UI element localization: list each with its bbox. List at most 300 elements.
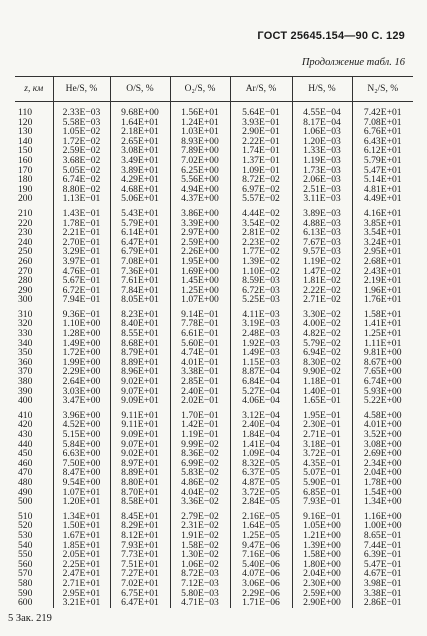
cell-he: 5.84E+00: [53, 440, 110, 450]
cell-o2: 6.99E−02: [170, 459, 230, 469]
table-row: [15, 146, 413, 156]
cell-o: 7.08E+01: [110, 257, 170, 267]
cell-o2: 7.89E+00: [170, 146, 230, 156]
cell-he: 2.95E+01: [53, 589, 110, 599]
cell-ar: 1.49E−03: [230, 348, 292, 358]
cell-he: 9.54E+00: [53, 478, 110, 488]
cell-ar: 4.44E−02: [230, 204, 292, 219]
cell-h: 1.05E+00: [292, 521, 352, 531]
header-h: H/S, %: [292, 77, 352, 102]
cell-he: 2.71E+01: [53, 579, 110, 589]
table-row: [15, 329, 413, 339]
cell-h: 2.51E−03: [292, 185, 352, 195]
table-row: [15, 204, 413, 219]
cell-altitude: 460: [15, 459, 53, 469]
cell-ar: 1.10E−02: [230, 267, 292, 277]
cell-o: 9.68E+00: [110, 102, 170, 118]
cell-h: 1.19E−03: [292, 156, 352, 166]
cell-ar: 3.19E−03: [230, 319, 292, 329]
table-row: [15, 319, 413, 329]
header-he: He/S, %: [53, 77, 110, 102]
cell-n2: 6.43E+01: [363, 136, 402, 147]
cell-o2: 1.45E+00: [170, 276, 230, 286]
header-ar: Ar/S, %: [230, 77, 292, 102]
cell-ar: 3.54E−02: [230, 219, 292, 229]
cell-n2: 5.47E+01: [363, 165, 402, 176]
cell-h: 6.94E−02: [292, 348, 352, 358]
cell-h: 5.79E−02: [292, 339, 352, 349]
table-row: [15, 377, 413, 387]
cell-n2: 1.16E+00: [363, 510, 402, 522]
cell-he: 3.29E−01: [53, 247, 110, 257]
page-header: ГОСТ 25645.154—90 С. 129: [257, 30, 405, 42]
cell-altitude: 270: [15, 267, 53, 277]
table-row: [15, 430, 413, 440]
table-row: [15, 286, 413, 296]
cell-n2: 4.49E+01: [363, 194, 402, 204]
cell-ar: 1.77E−02: [230, 247, 292, 257]
cell-n2: 5.93E+00: [363, 386, 402, 397]
table-row: [15, 247, 413, 257]
header-o: O/S, %: [110, 77, 170, 102]
table-row: [15, 175, 413, 185]
cell-o2: 1.91E−02: [170, 531, 230, 541]
cell-ar: 5.64E−01: [230, 102, 292, 118]
cell-h: 1.95E−01: [292, 406, 352, 421]
cell-altitude: 160: [15, 156, 53, 166]
cell-ar: 2.23E−02: [230, 238, 292, 248]
cell-o: 9.07E+01: [110, 387, 170, 397]
cell-ar: 5.40E−06: [230, 560, 292, 570]
cell-o2: 3.36E−02: [170, 497, 230, 507]
cell-altitude: 550: [15, 550, 53, 560]
cell-o: 3.08E+01: [110, 146, 170, 156]
cell-h: 5.07E−01: [292, 468, 352, 478]
cell-n2: 8.65E−01: [363, 530, 402, 541]
cell-h: 1.18E−01: [292, 377, 352, 387]
cell-o2: 1.25E+00: [170, 286, 230, 296]
cell-ar: 4.11E−03: [230, 305, 292, 320]
cell-o2: 2.97E+00: [170, 228, 230, 238]
cell-n2: 6.74E+00: [363, 377, 402, 387]
cell-o: 8.23E+01: [110, 305, 170, 320]
cell-o: 8.97E+01: [110, 459, 170, 469]
cell-h: 2.30E−01: [292, 420, 352, 430]
cell-n2: 1.78E+00: [363, 477, 402, 488]
cell-o2: 2.59E+00: [170, 238, 230, 248]
cell-ar: 1.74E−01: [230, 146, 292, 156]
table-row: [15, 440, 413, 450]
table-row: [15, 531, 413, 541]
cell-ar: 2.48E−03: [230, 329, 292, 339]
cell-o: 1.64E+01: [110, 118, 170, 128]
cell-altitude: 600: [15, 598, 53, 608]
cell-h: 2.59E+00: [292, 589, 352, 599]
cell-he: 2.05E+01: [53, 550, 110, 560]
cell-o: 6.47E+01: [110, 238, 170, 248]
cell-altitude: 360: [15, 358, 53, 368]
cell-he: 2.70E−01: [53, 238, 110, 248]
cell-he: 3.97E−01: [53, 257, 110, 267]
cell-he: 1.78E−01: [53, 219, 110, 229]
cell-he: 1.34E+01: [53, 507, 110, 522]
cell-n2: 3.52E+00: [363, 430, 402, 440]
cell-n2: 2.68E+01: [363, 256, 402, 267]
cell-he: 3.03E+00: [53, 387, 110, 397]
cell-o2: 1.07E+00: [170, 295, 230, 305]
cell-altitude: 260: [15, 257, 53, 267]
cell-o2: 5.60E−01: [170, 339, 230, 349]
cell-altitude: 190: [15, 185, 53, 195]
table-row: [15, 406, 413, 421]
cell-altitude: 200: [15, 194, 53, 204]
cell-h: 3.11E−03: [292, 194, 352, 204]
cell-he: 1.50E+01: [53, 521, 110, 531]
cell-o2: 7.02E+00: [170, 156, 230, 166]
cell-o: 8.80E+01: [110, 478, 170, 488]
cell-h: 2.06E−03: [292, 175, 352, 185]
cell-ar: 3.72E−05: [230, 488, 292, 498]
cell-n2: 2.69E+00: [363, 449, 402, 459]
table-row: [15, 166, 413, 176]
cell-h: 1.58E+00: [292, 550, 352, 560]
cell-o2: 4.94E+00: [170, 185, 230, 195]
table-row: [15, 185, 413, 195]
table-row: [15, 348, 413, 358]
table-row: [15, 507, 413, 522]
cell-altitude: 470: [15, 468, 53, 478]
cell-o2: 2.02E−01: [170, 396, 230, 406]
cell-o2: 3.86E+00: [170, 204, 230, 219]
cell-altitude: 300: [15, 295, 53, 305]
cell-o2: 1.58E−02: [170, 541, 230, 551]
cell-altitude: 330: [15, 329, 53, 339]
cell-altitude: 400: [15, 396, 53, 406]
composition-table: [15, 76, 413, 608]
cell-o2: 1.30E−02: [170, 550, 230, 560]
cell-ar: 1.25E−05: [230, 531, 292, 541]
cell-n2: 5.14E+01: [363, 175, 402, 185]
cell-o2: 1.19E−01: [170, 430, 230, 440]
cell-o: 8.29E+01: [110, 521, 170, 531]
cell-altitude: 370: [15, 367, 53, 377]
cell-he: 1.67E+01: [53, 531, 110, 541]
cell-o2: 6.61E−01: [170, 329, 230, 339]
cell-o: 2.65E+01: [110, 137, 170, 147]
cell-o2: 6.25E+00: [170, 166, 230, 176]
cell-altitude: 120: [15, 118, 53, 128]
cell-n2: 1.34E+00: [363, 497, 402, 507]
cell-he: 7.50E+00: [53, 459, 110, 469]
cell-o: 8.89E+01: [110, 468, 170, 478]
cell-h: 1.33E−03: [292, 146, 352, 156]
cell-o: 8.05E+01: [110, 295, 170, 305]
table-row: [15, 459, 413, 469]
cell-n2: 7.44E−01: [363, 540, 402, 551]
cell-altitude: 320: [15, 319, 53, 329]
cell-altitude: 490: [15, 488, 53, 498]
cell-n2: 7.65E+00: [363, 367, 402, 378]
table-row: [15, 276, 413, 286]
cell-n2: 5.79E+01: [363, 155, 402, 166]
table-row: [15, 367, 413, 377]
cell-h: 1.39E+00: [292, 541, 352, 551]
cell-o2: 1.70E−01: [170, 406, 230, 421]
cell-he: 1.99E+00: [53, 358, 110, 368]
cell-o: 7.36E+01: [110, 267, 170, 277]
cell-he: 7.94E−01: [53, 295, 110, 305]
cell-he: 6.74E−02: [53, 175, 110, 185]
cell-o2: 8.72E−03: [170, 569, 230, 579]
table-row: [15, 449, 413, 459]
cell-h: 2.71E−01: [292, 430, 352, 440]
table-row: [15, 396, 413, 406]
cell-ar: 8.32E−05: [230, 459, 292, 469]
cell-o: 8.89E+01: [110, 358, 170, 368]
table-row: [15, 550, 413, 560]
cell-n2: 7.08E+01: [363, 117, 402, 128]
cell-he: 6.63E+00: [53, 449, 110, 459]
cell-o2: 4.01E−01: [170, 358, 230, 368]
cell-ar: 5.25E−03: [230, 295, 292, 305]
cell-o: 9.09E+01: [110, 396, 170, 406]
cell-n2: 1.76E+01: [363, 295, 402, 305]
cell-altitude: 180: [15, 175, 53, 185]
cell-he: 3.21E+01: [53, 598, 110, 608]
cell-o2: 8.36E−02: [170, 449, 230, 459]
cell-o2: 4.04E−02: [170, 488, 230, 498]
cell-ar: 2.22E−01: [230, 137, 292, 147]
cell-altitude: 240: [15, 238, 53, 248]
cell-he: 2.64E+00: [53, 377, 110, 387]
cell-h: 6.85E−01: [292, 488, 352, 498]
cell-o2: 4.71E−03: [170, 598, 230, 608]
cell-n2: 4.16E+01: [363, 207, 402, 219]
cell-ar: 1.71E−06: [230, 598, 292, 608]
cell-he: 1.72E+00: [53, 348, 110, 358]
cell-he: 2.25E+01: [53, 560, 110, 570]
cell-o: 7.51E+01: [110, 560, 170, 570]
cell-altitude: 480: [15, 478, 53, 488]
table-row: [15, 488, 413, 498]
cell-altitude: 440: [15, 440, 53, 450]
cell-o: 8.40E+01: [110, 319, 170, 329]
cell-h: 1.80E+00: [292, 560, 352, 570]
cell-h: 3.72E−01: [292, 449, 352, 459]
cell-n2: 3.08E+00: [363, 439, 402, 450]
header-altitude: z, км: [15, 77, 53, 102]
cell-altitude: 380: [15, 377, 53, 387]
table-row: [15, 387, 413, 397]
cell-h: 2.04E+00: [292, 569, 352, 579]
table-row: [15, 497, 413, 507]
cell-altitude: 290: [15, 286, 53, 296]
cell-o: 6.14E+01: [110, 228, 170, 238]
cell-altitude: 570: [15, 569, 53, 579]
cell-altitude: 520: [15, 521, 53, 531]
table-row: [15, 137, 413, 147]
cell-ar: 5.57E−02: [230, 194, 292, 204]
cell-h: 2.90E+00: [292, 598, 352, 608]
cell-ar: 1.84E−04: [230, 430, 292, 440]
cell-n2: 9.81E+00: [363, 348, 402, 358]
cell-ar: 7.16E−06: [230, 550, 292, 560]
cell-n2: 2.43E+01: [363, 266, 402, 277]
cell-altitude: 590: [15, 589, 53, 599]
cell-altitude: 250: [15, 247, 53, 257]
cell-o2: 3.38E−01: [170, 367, 230, 377]
cell-o: 7.73E+01: [110, 550, 170, 560]
cell-o: 6.75E+01: [110, 589, 170, 599]
cell-o: 6.47E+01: [110, 598, 170, 608]
cell-o2: 5.83E−02: [170, 468, 230, 478]
cell-n2: 2.95E+01: [363, 247, 402, 257]
table-row: [15, 579, 413, 589]
cell-ar: 2.40E−04: [230, 420, 292, 430]
cell-o: 9.11E+01: [110, 406, 170, 421]
cell-he: 1.85E+01: [53, 541, 110, 551]
cell-ar: 1.37E−01: [230, 156, 292, 166]
cell-n2: 2.86E−01: [363, 598, 402, 608]
table-row: [15, 598, 413, 608]
cell-h: 8.30E−02: [292, 358, 352, 368]
table-body: [15, 102, 413, 608]
cell-ar: 1.41E−04: [230, 440, 292, 450]
cell-n2: 6.76E+01: [363, 127, 402, 137]
cell-he: 3.68E−02: [53, 156, 110, 166]
table-row: [15, 420, 413, 430]
cell-he: 2.59E−02: [53, 146, 110, 156]
cell-ar: 1.39E−02: [230, 257, 292, 267]
table-row: [15, 219, 413, 229]
cell-n2: 1.58E+01: [363, 308, 402, 320]
cell-o: 7.93E+01: [110, 541, 170, 551]
cell-n2: 5.22E+00: [363, 396, 402, 406]
cell-he: 9.36E−01: [53, 305, 110, 320]
cell-o: 3.49E+01: [110, 156, 170, 166]
cell-h: 7.67E−03: [292, 238, 352, 248]
cell-h: 1.20E−03: [292, 137, 352, 147]
cell-altitude: 510: [15, 507, 53, 522]
table-row: [15, 339, 413, 349]
cell-altitude: 130: [15, 127, 53, 137]
cell-he: 2.21E−01: [53, 228, 110, 238]
table-row: [15, 238, 413, 248]
cell-o: 8.55E+01: [110, 329, 170, 339]
cell-n2: 1.11E+01: [364, 338, 402, 349]
cell-ar: 1.09E−04: [230, 449, 292, 459]
cell-altitude: 450: [15, 449, 53, 459]
table-row: [15, 295, 413, 305]
table-row: [15, 569, 413, 579]
cell-h: 4.00E−02: [292, 319, 352, 329]
cell-ar: 2.29E−06: [230, 589, 292, 599]
cell-ar: 4.07E−06: [230, 569, 292, 579]
cell-o2: 4.37E+00: [170, 194, 230, 204]
cell-o: 8.68E+01: [110, 339, 170, 349]
cell-n2: 6.12E+01: [363, 146, 402, 156]
cell-n2: 4.01E+00: [363, 420, 402, 430]
cell-ar: 2.16E−05: [230, 507, 292, 522]
table-row: [15, 589, 413, 599]
cell-he: 1.07E+01: [53, 488, 110, 498]
cell-o: 9.02E+01: [110, 377, 170, 387]
cell-ar: 4.06E−04: [230, 396, 292, 406]
cell-he: 3.96E+00: [53, 406, 110, 421]
cell-ar: 1.15E−03: [230, 358, 292, 368]
cell-h: 4.88E−03: [292, 219, 352, 229]
cell-o: 9.07E+01: [110, 440, 170, 450]
cell-altitude: 420: [15, 420, 53, 430]
cell-h: 4.35E−01: [292, 459, 352, 469]
cell-o: 5.79E+01: [110, 219, 170, 229]
cell-he: 1.43E−01: [53, 204, 110, 219]
cell-he: 8.47E+00: [53, 468, 110, 478]
cell-h: 3.18E−01: [292, 440, 352, 450]
cell-o: 8.79E+01: [110, 348, 170, 358]
cell-o2: 1.56E+01: [170, 102, 230, 118]
cell-o: 4.68E+01: [110, 185, 170, 195]
table-row: [15, 228, 413, 238]
cell-o: 9.09E+01: [110, 430, 170, 440]
cell-h: 1.73E−03: [292, 166, 352, 176]
table-row: [15, 102, 413, 118]
cell-o2: 2.85E−01: [170, 377, 230, 387]
cell-h: 4.82E−02: [292, 329, 352, 339]
cell-ar: 5.27E−04: [230, 387, 292, 397]
cell-o: 7.61E+01: [110, 276, 170, 286]
cell-ar: 9.47E−06: [230, 541, 292, 551]
cell-o2: 2.26E+00: [170, 247, 230, 257]
cell-altitude: 560: [15, 560, 53, 570]
cell-he: 4.76E−01: [53, 267, 110, 277]
cell-n2: 3.54E+01: [363, 228, 402, 238]
cell-o2: 1.03E+01: [170, 127, 230, 137]
cell-ar: 8.59E−03: [230, 276, 292, 286]
cell-n2: 7.42E+01: [363, 107, 402, 118]
cell-n2: 2.19E+01: [363, 276, 402, 286]
cell-he: 1.49E+00: [53, 339, 110, 349]
cell-ar: 3.93E−01: [230, 118, 292, 128]
cell-altitude: 580: [15, 579, 53, 589]
cell-altitude: 390: [15, 387, 53, 397]
cell-n2: 4.58E+00: [363, 409, 402, 421]
cell-ar: 2.90E−01: [230, 127, 292, 137]
cell-n2: 6.39E−01: [363, 550, 402, 560]
cell-he: 8.80E−02: [53, 185, 110, 195]
cell-n2: 4.81E+01: [363, 184, 402, 195]
cell-h: 3.89E−03: [292, 204, 352, 219]
cell-h: 4.55E−04: [292, 102, 352, 118]
cell-o2: 1.24E+01: [170, 118, 230, 128]
cell-altitude: 170: [15, 166, 53, 176]
cell-o2: 7.78E−01: [170, 319, 230, 329]
cell-he: 2.29E+00: [53, 367, 110, 377]
cell-o2: 1.69E+00: [170, 267, 230, 277]
cell-o2: 4.74E−01: [170, 348, 230, 358]
table-header-row: [15, 77, 413, 102]
cell-o: 9.02E+01: [110, 449, 170, 459]
cell-altitude: 220: [15, 219, 53, 229]
cell-altitude: 110: [15, 102, 53, 118]
cell-ar: 1.64E−05: [230, 521, 292, 531]
cell-n2: 1.96E+01: [363, 285, 402, 296]
cell-h: 1.47E−02: [292, 267, 352, 277]
cell-n2: 1.25E+01: [363, 329, 402, 339]
cell-o: 7.02E+01: [110, 579, 170, 589]
cell-ar: 3.12E−04: [230, 406, 292, 421]
cell-he: 5.58E−03: [53, 118, 110, 128]
